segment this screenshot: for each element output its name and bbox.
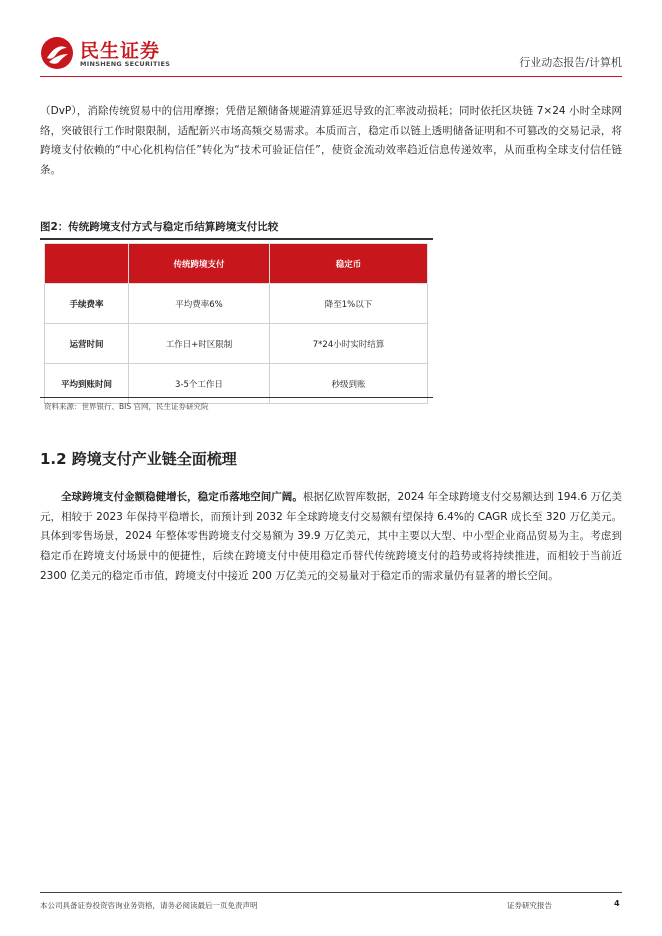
figure-source: 资料来源：世界银行、BIS 官网，民生证券研究院	[44, 402, 209, 411]
page-number: 4	[614, 899, 620, 908]
figure-top-rule	[40, 238, 433, 240]
body-paragraph-1: （DvP），消除传统贸易中的信用摩擦；凭借足额储备规避清算延迟导致的汇率波动损耗；同时依托区块链 7×24 小时全球网络，突破银行工作时限限制，适配新兴市场高频交易需求。本质而言，稳定币以链上透明储备证明和不可篡改的交易记录，将跨境支付依赖的“中心化机构信任”转化为“技术可验证信任”，使资金流动效率趋近信息传递效率，从而重构全球支付信任链条。	[40, 105, 622, 177]
row-label: 运营时间	[45, 324, 129, 364]
table-header-stablecoin: 稳定币	[270, 244, 428, 284]
footer-report-type: 证券研究报告	[507, 901, 552, 910]
table-header-traditional: 传统跨境支付	[129, 244, 270, 284]
figure-bottom-rule	[40, 397, 433, 398]
cell-traditional: 平均费率6%	[129, 284, 270, 324]
footer-divider	[40, 892, 622, 893]
footer-disclaimer: 本公司具备证券投资咨询业务资格，请务必阅读最后一页免责声明	[40, 901, 258, 910]
logo-text-en: MINSHENG SECURITIES	[80, 60, 171, 68]
row-label: 手续费率	[45, 284, 129, 324]
cell-stablecoin: 7*24小时实时结算	[270, 324, 428, 364]
table-row	[45, 324, 428, 364]
row-label: 平均到账时间	[45, 364, 129, 404]
table-row	[45, 284, 428, 324]
comparison-table	[44, 243, 428, 404]
header-divider	[40, 76, 622, 77]
logo-text-cn: 民生证券	[80, 40, 161, 62]
body-paragraph-2	[40, 488, 622, 587]
cell-traditional: 3-5个工作日	[129, 364, 270, 404]
minsheng-logo-icon	[40, 36, 74, 70]
section-heading: 1.2 跨境支付产业链全面梳理	[40, 450, 237, 468]
table-header-corner	[45, 244, 129, 284]
paragraph-text: 根据亿欧智库数据，2024 年全球跨境支付交易额达到 194.6 万亿美元，相较于 2023 年保持平稳增长，而预计到 2032 年全球跨境支付交易额有望保持 6.4%的 CAGR 成长至 320 万亿美元。具体到零售场景，2024 年整体零售跨境支付交易额为 39.9 万亿美元，其中主要以大型、中小型企业商品贸易为主。考虑到稳定币在跨境支付场景中的便捷性，后续在跨境支付中使用稳定币替代传统跨境支付的趋势或将持续推进，而相较于当前近 2300 亿美元的稳定币市值，跨境支付中接近 200 万亿美元的交易量对于稳定币的需求量仍有显著的增长空间。	[40, 491, 623, 582]
report-category: 行业动态报告/计算机	[519, 56, 622, 69]
cell-stablecoin: 秒级到账	[270, 364, 428, 404]
figure-title: 图2：传统跨境支付方式与稳定币结算跨境支付比较	[40, 221, 279, 233]
cell-stablecoin: 降至1%以下	[270, 284, 428, 324]
paragraph-lead-bold: 全球跨境支付金额稳健增长，稳定币落地空间广阔。	[61, 491, 303, 503]
cell-traditional: 工作日+时区限制	[129, 324, 270, 364]
table-header-row	[45, 244, 428, 284]
page-header	[40, 34, 622, 74]
